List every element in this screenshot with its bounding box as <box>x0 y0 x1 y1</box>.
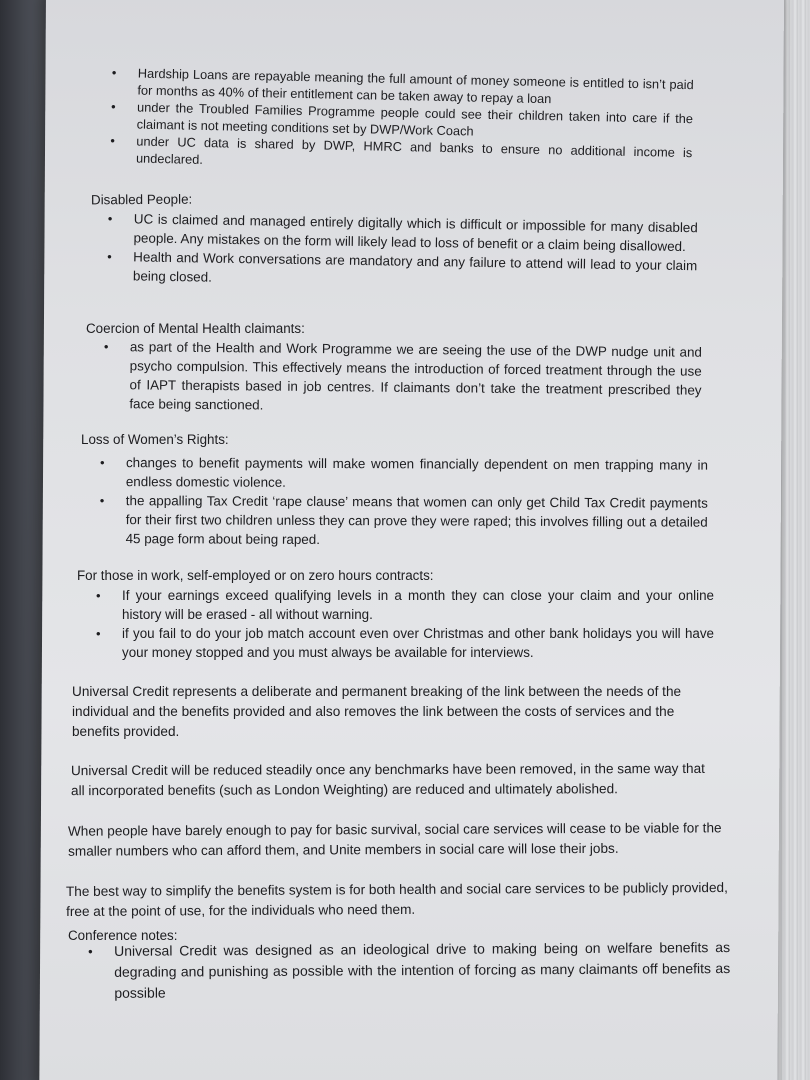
paragraph: When people have barely enough to pay for basic survival, social care services will cease to be viable for the smaller numbers who can afford them, and Unite members in social care will lose their jobs. <box>67 820 722 859</box>
bullet-icon: • <box>103 338 109 355</box>
bullet-icon: • <box>107 210 113 227</box>
conference-bullet-list <box>88 937 730 1004</box>
intro-bullet-list <box>110 64 694 178</box>
list-item-text: if you fail to do your job match account even over Christmas and other bank holidays you will have your money stopped and you must always be available for interviews. <box>122 626 714 660</box>
section-heading-disabled: Disabled People: <box>90 191 193 208</box>
list-item-text: under UC data is shared by DWP, HMRC and banks to ensure no additional income is undeclared. <box>135 133 693 167</box>
bullet-icon: • <box>96 588 101 603</box>
section-heading-coercion: Coercion of Mental Health claimants: <box>86 321 305 336</box>
list-item-text: UC is claimed and managed entirely digitally which is difficult or impossible for many disabled people. Any mistakes on the form will likely lead to loss of benefit or a claim being disallowed. <box>133 211 698 255</box>
bullet-icon: • <box>107 248 112 265</box>
bullet-icon: • <box>99 492 105 509</box>
list-item-text: Hardship Loans are repayable meaning the full amount of money someone is entitled to isn’t paid for months as 40% of their entitlement can be taken away to repay a loan <box>137 65 694 107</box>
list-item <box>88 937 730 1004</box>
work-bullet-list <box>96 586 714 662</box>
bullet-icon: • <box>96 626 101 641</box>
paragraph: Universal Credit represents a deliberate and permanent breaking of the link between the needs of the individual and the benefits provided and also removes the link between the costs of services and the benefits provided. <box>72 684 682 739</box>
paragraph: Universal Credit will be reduced steadily once any benchmarks have been removed, in the same way that all incorporated benefits (such as London Weighting) are reduced and ultimately abolished. <box>70 760 705 799</box>
bullet-icon: • <box>99 454 105 471</box>
paragraph: The best way to simplify the benefits system is for both health and social care services to be publicly provided, free at the point of use, for the individuals who need them. <box>65 879 728 920</box>
list-item-text: If your earnings exceed qualifying levels in a month they can close your claim and your online history will be erased - all without warning. <box>122 588 714 622</box>
list-item <box>100 453 708 494</box>
coercion-bullet-list <box>103 337 702 419</box>
list-item <box>96 624 714 662</box>
bullet-icon: • <box>111 64 117 81</box>
list-item <box>96 586 714 624</box>
list-item-text: Health and Work conversations are mandatory and any failure to attend will lead to your claim being closed. <box>132 249 698 285</box>
list-item-text: the appalling Tax Credit ‘rape clause’ means that women can only get Child Tax Credit payments for their first two children unless they can prove they were raped; this involves filling out a detailed 45 page form about being raped. <box>125 493 708 547</box>
bullet-icon: • <box>88 943 93 959</box>
section-heading-conference: Conference notes: <box>68 928 178 943</box>
section-heading-women: Loss of Women’s Rights: <box>81 432 229 447</box>
section-heading-work: For those in work, self-employed or on zero hours contracts: <box>77 568 434 583</box>
list-item <box>103 337 702 419</box>
bullet-icon: • <box>110 132 116 149</box>
list-item <box>100 491 708 551</box>
bullet-icon: • <box>110 98 116 115</box>
women-bullet-list <box>100 453 708 551</box>
list-item-text: as part of the Health and Work Programme we are seeing the use of the DWP nudge unit and psycho compulsion. This effectively means the introduction of forced treatment through the use of IAPT therapists based in job centres. If claimants don’t take the treatment prescribed they face being sanctioned. <box>129 339 702 413</box>
list-item-text: under the Troubled Families Programme people could see their children taken into care if the claimant is not meeting conditions set by DWP/Work Coach <box>136 99 694 139</box>
list-item-text: changes to benefit payments will make women financially dependent on men trapping many in endless domestic violence. <box>125 455 708 490</box>
list-item <box>107 247 698 294</box>
disabled-bullet-list <box>107 209 698 294</box>
list-item-text: Universal Credit was designed as an ideological drive to making being on welfare benefits as degrading and punishing as possible with the intention of forcing as many claimants off benefits as possible <box>114 939 731 1001</box>
